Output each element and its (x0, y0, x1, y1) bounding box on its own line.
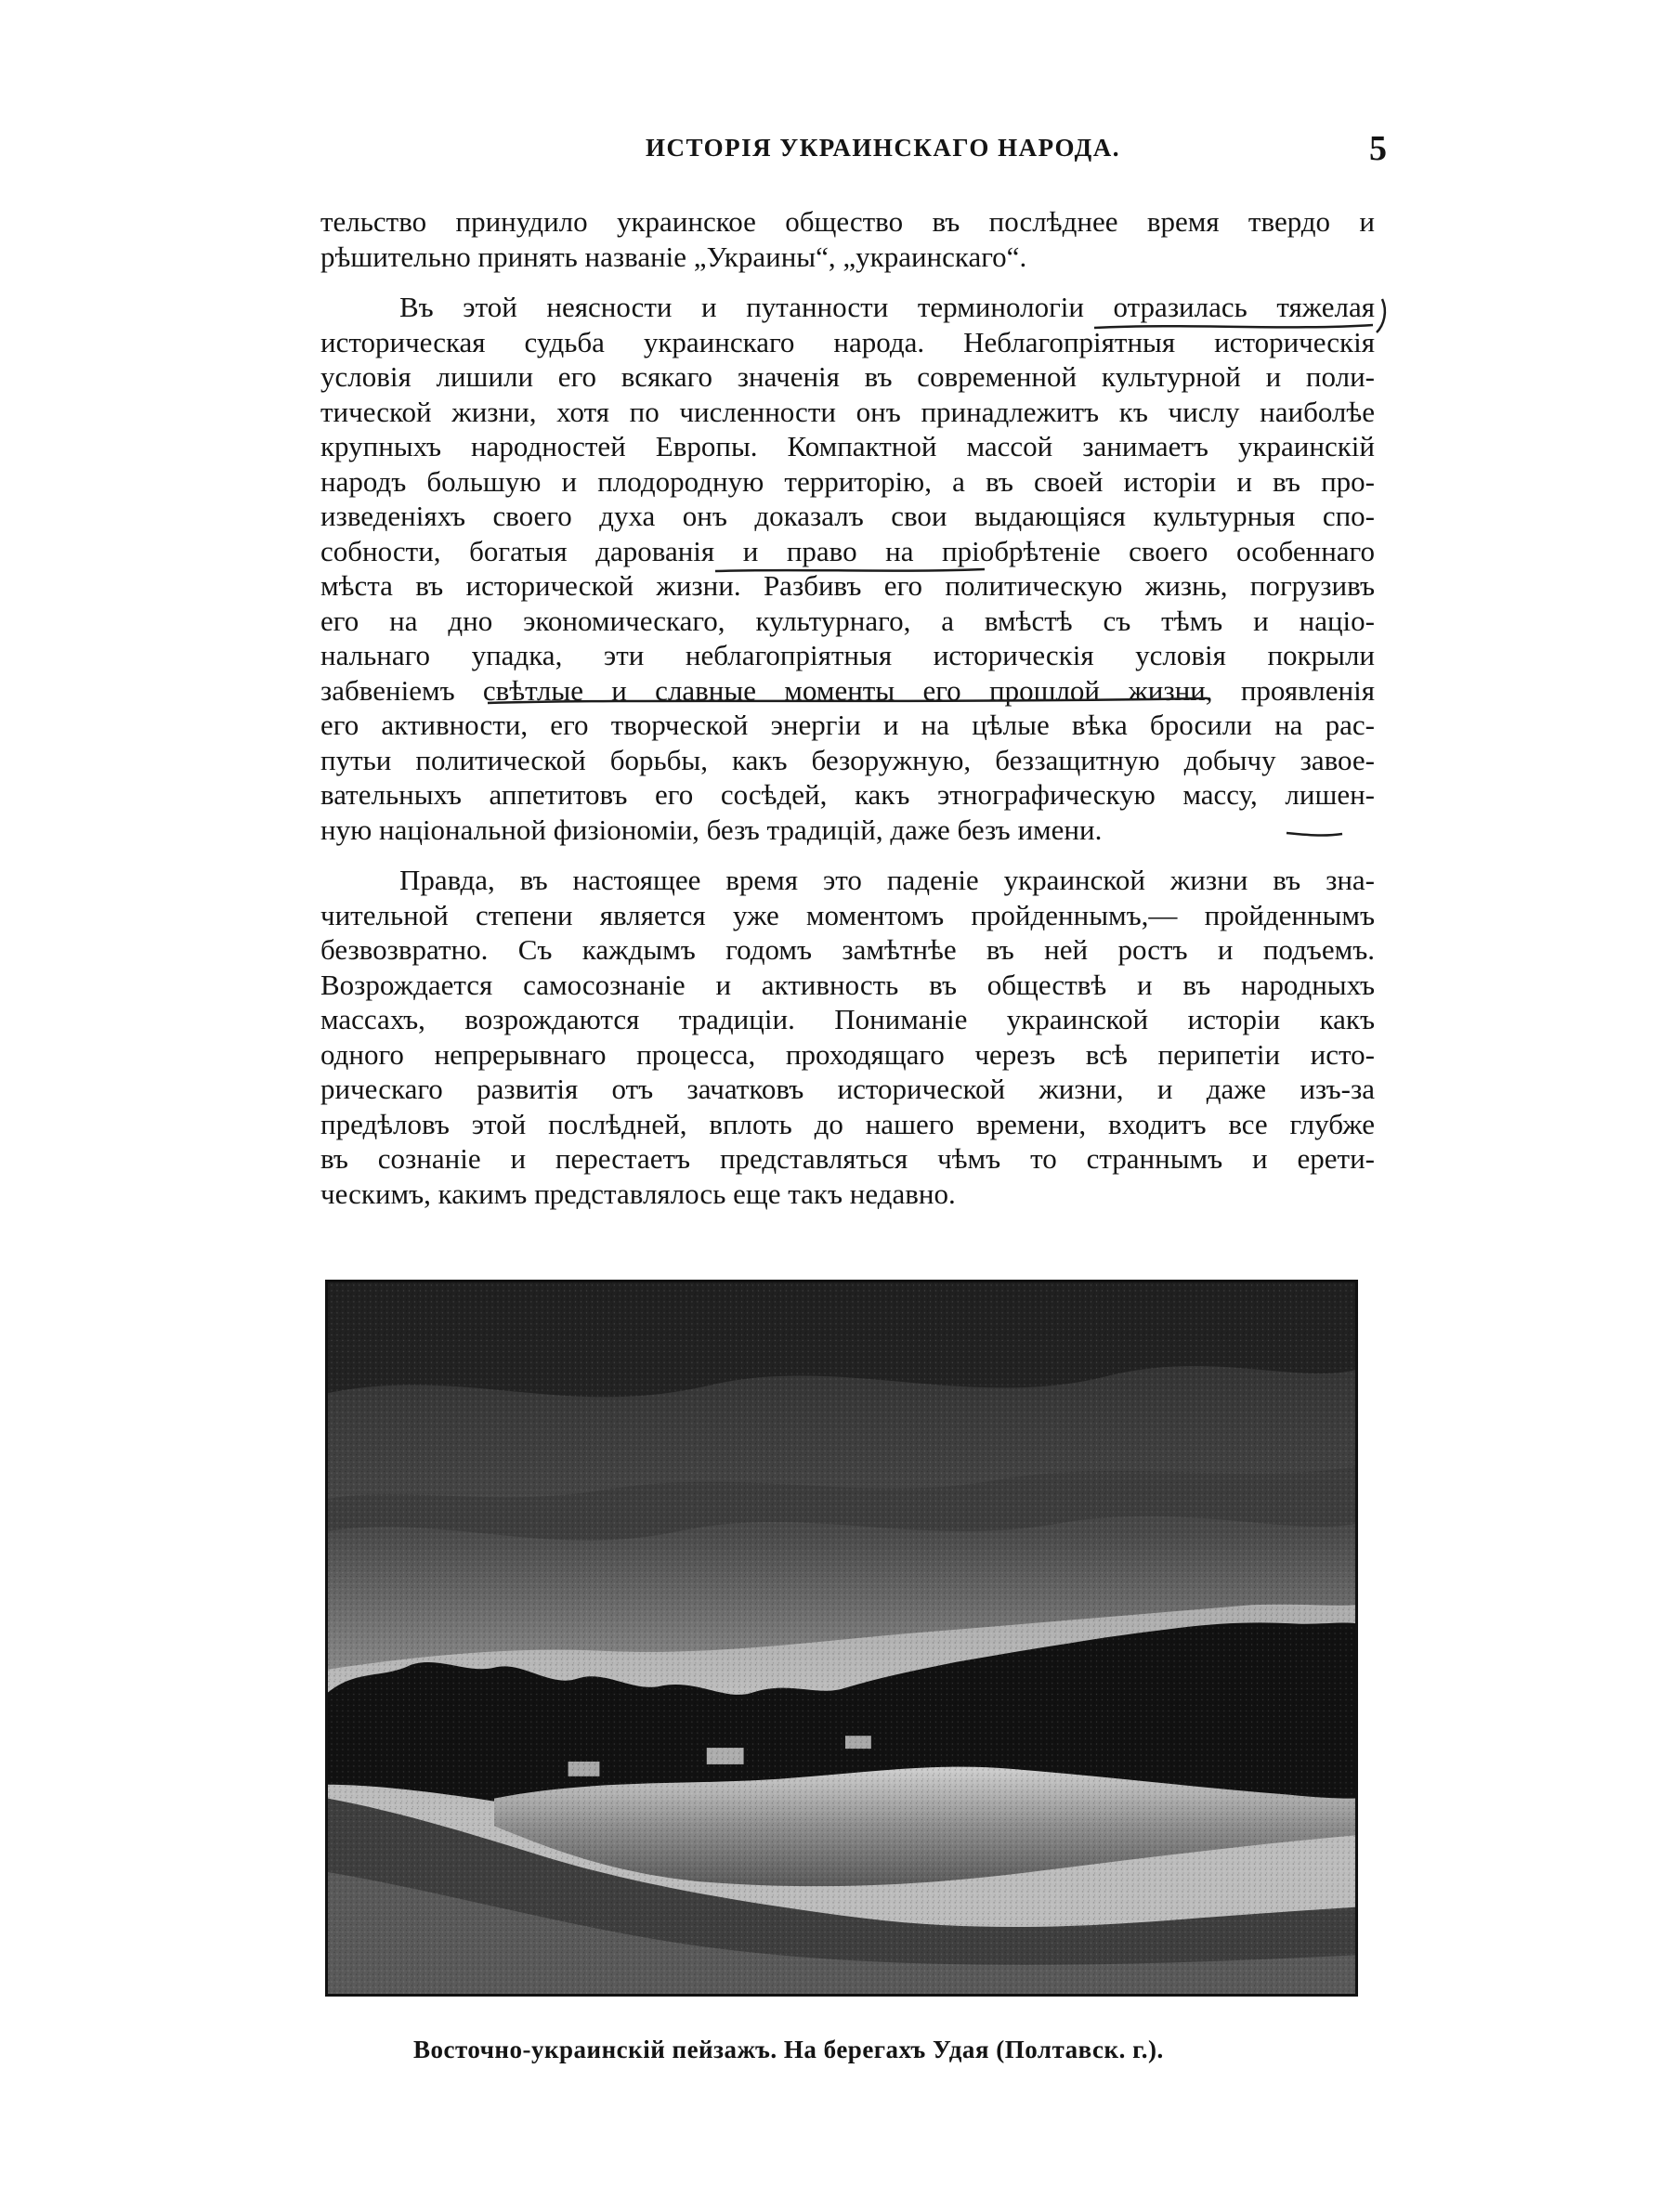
text-line: въ сознаніе и перестаетъ представляться чѣмъ то страннымъ и ерети- (320, 1142, 1375, 1175)
text-line: одного непрерывнаго процесса, проходящаго черезъ всѣ перипетіи исто- (320, 1037, 1375, 1071)
text-line: путьи политической борьбы, какъ безоружную, беззащитную добычу завое- (320, 743, 1375, 776)
page-number: 5 (1369, 129, 1387, 168)
river-landscape-image (328, 1282, 1355, 1994)
text-line: Возрождается самосознаніе и активность въ обществѣ и въ народныхъ (320, 968, 1375, 1001)
text-line: мѣста въ исторической жизни. Разбивъ его политическую жизнь, погрузивъ (320, 569, 1375, 602)
text-line: чительной степени является уже моментомъ пройденнымъ,— пройденнымъ (320, 898, 1375, 931)
paragraph-1 (320, 204, 1375, 274)
text-line: собности, богатыя дарованія и право на пріобрѣтеніе своего особеннаго (320, 534, 1375, 567)
text-line: Правда, въ настоящее время это паденіе украинской жизни въ зна- (399, 864, 1375, 896)
text-line: предѣловъ этой послѣдней, вплоть до нашего времени, входитъ все глубже (320, 1107, 1375, 1140)
text-line: безвозвратно. Съ каждымъ годомъ замѣтнѣе въ ней ростъ и подъемъ. (320, 933, 1375, 966)
text-line: ческимъ, какимъ представлялось еще такъ недавно. (320, 1177, 956, 1210)
text-line: забвеніемъ свѣтлые и славные моменты его прошлой жизни, проявленія (320, 673, 1375, 707)
text-line: рѣшительно принять названіе „Украины“, „украинскаго“. (320, 240, 1027, 273)
running-head (320, 128, 1398, 175)
body-text (320, 204, 1375, 1227)
paragraph-2 (320, 290, 1375, 847)
bracket-mark (1377, 299, 1385, 332)
text-line: историческая судьба украинскаго народа. Неблагопріятныя историческія (320, 325, 1375, 358)
text-line: условія лишили его всякаго значенія въ современной культурной и поли- (320, 360, 1375, 393)
text-line: рическаго развитія отъ зачатковъ исторической жизни, и даже изъ-за (320, 1073, 1375, 1105)
paragraph-3 (320, 863, 1375, 1211)
text-line: его активности, его творческой энергіи и на цѣлые вѣка бросили на рас- (320, 709, 1375, 741)
text-line: Въ этой неясности и путанности терминологіи отразилась тяжелая (399, 291, 1375, 323)
text-line: массахъ, возрождаются традиціи. Пониманіе украинской исторіи какъ (320, 1003, 1375, 1035)
text-line: ную національной физіономіи, безъ традицій, даже безъ имени. (320, 813, 1103, 846)
text-line: крупныхъ народностей Европы. Компактной массой занимаетъ украинскій (320, 430, 1375, 462)
text-line: тельство принудило украинское общество въ послѣднее время твердо и (320, 205, 1375, 238)
text-line: вательныхъ аппетитовъ его сосѣдей, какъ этнографическую массу, лишен- (320, 778, 1375, 811)
text-line: тической жизни, хотя по численности онъ принадлежитъ къ числу наиболѣе (320, 395, 1375, 428)
text-line: народъ большую и плодородную территорію, а въ своей исторіи и въ про- (320, 464, 1375, 498)
figure-caption: Восточно-украинскій пейзажъ. На берегахъ Удая (Полтавск. г.). (413, 2036, 1164, 2063)
text-line: его на дно экономическаго, культурнаго, а вмѣстѣ съ тѣмъ и націо- (320, 604, 1375, 637)
text-line: изведеніяхъ своего духа онъ доказалъ свои выдающіяся культурныя спо- (320, 500, 1375, 532)
landscape-photo (325, 1280, 1358, 1997)
text-line: нальнаго упадка, эти неблагопріятныя историческія условія покрыли (320, 639, 1375, 671)
running-title: ИСТОРІЯ УКРАИНСКАГО НАРОДА. (646, 134, 1120, 162)
